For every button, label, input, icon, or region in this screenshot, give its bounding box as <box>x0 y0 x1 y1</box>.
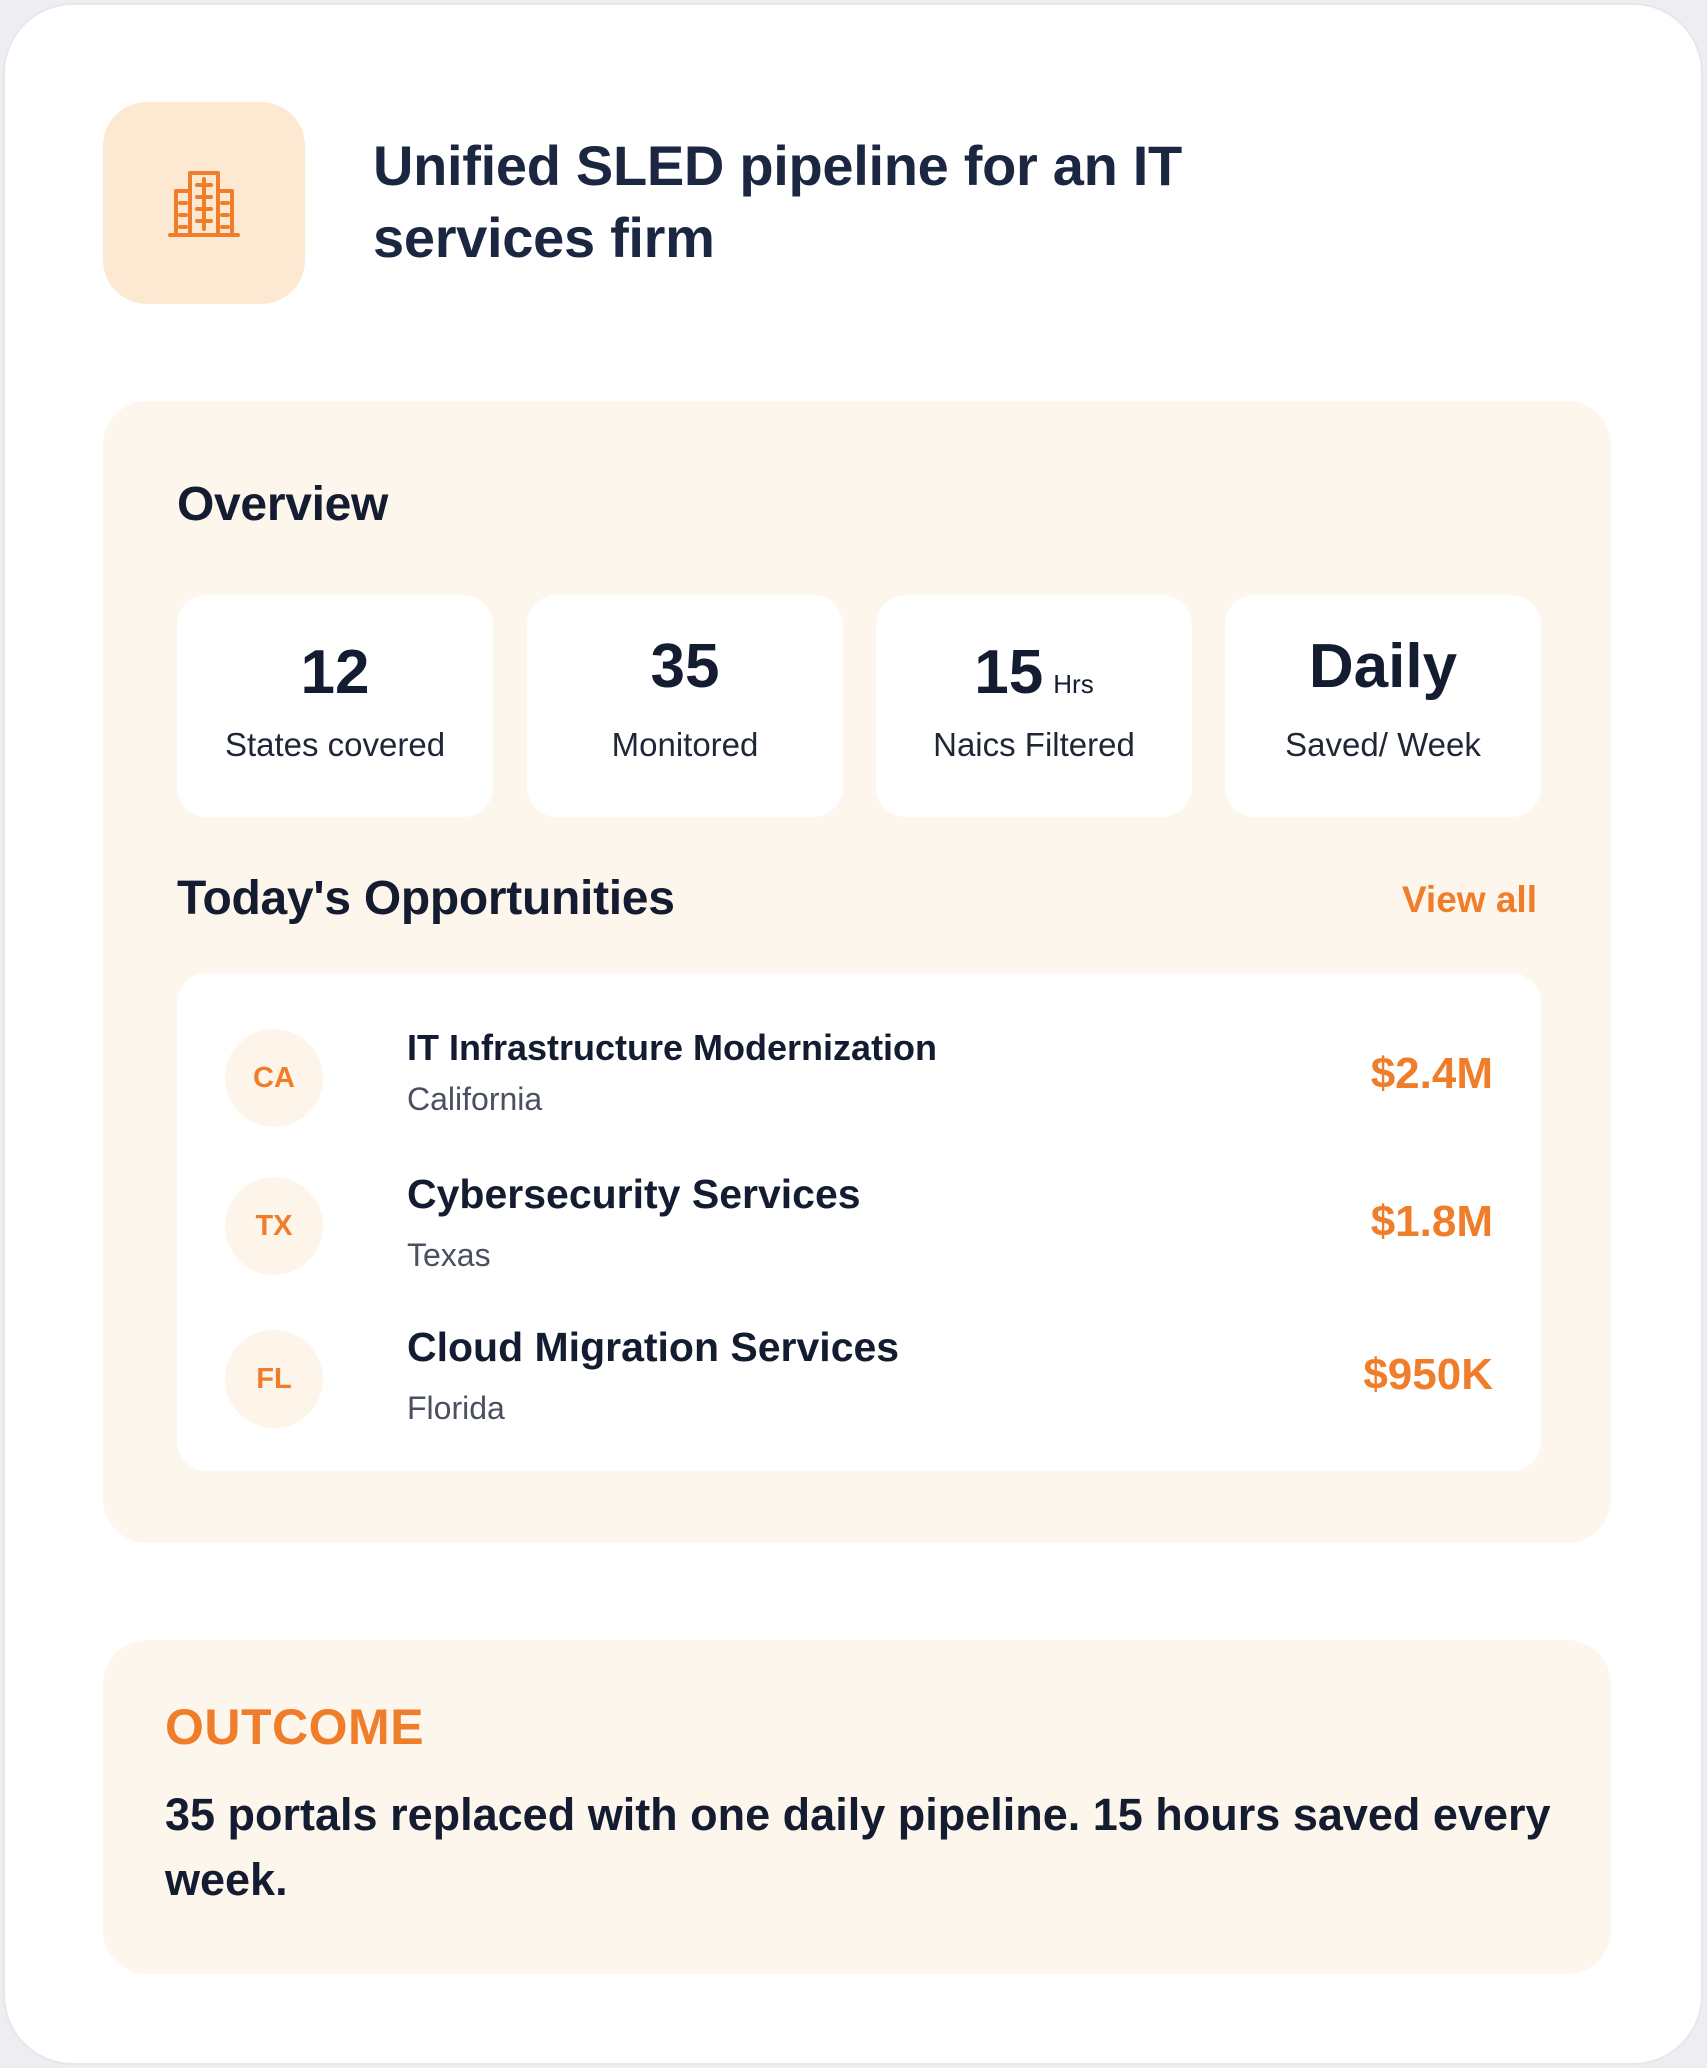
building-icon-tile <box>103 102 305 304</box>
stat-unit: Hrs <box>1053 669 1094 699</box>
stat-card-daily <box>1225 595 1541 817</box>
stat-row <box>177 595 1541 817</box>
list-item[interactable] <box>225 1171 1493 1281</box>
case-study-card <box>3 3 1703 2065</box>
stat-value <box>527 631 843 703</box>
view-all-link[interactable]: View all <box>1401 879 1537 920</box>
outcome-panel <box>103 1640 1611 1974</box>
list-item[interactable] <box>225 1324 1493 1434</box>
stat-value <box>876 637 1192 720</box>
opportunity-title: Cybersecurity Services <box>407 1171 861 1217</box>
stat-card-monitored <box>527 595 843 817</box>
state-badge: CA <box>225 1029 323 1127</box>
opportunity-amount: $2.4M <box>1370 1049 1493 1098</box>
header <box>103 102 1403 307</box>
opportunities-title: Today's Opportunities <box>177 872 675 925</box>
stat-label: States covered <box>224 726 446 763</box>
opportunity-amount: $950K <box>1363 1350 1493 1399</box>
opportunity-title: IT Infrastructure Modernization <box>407 1027 938 1068</box>
stat-card-naics <box>876 595 1192 817</box>
stat-label: Naics Filtered <box>933 726 1135 763</box>
stat-value <box>1225 631 1541 703</box>
state-badge: FL <box>225 1330 323 1428</box>
opportunities-list <box>177 973 1541 1471</box>
opportunity-state: California <box>407 1081 543 1117</box>
outcome-label: OUTCOME <box>165 1699 425 1755</box>
stat-label: Saved/ Week <box>1285 726 1481 763</box>
opportunity-amount: $1.8M <box>1370 1197 1493 1246</box>
stat-value <box>177 637 493 709</box>
stat-number: 35 <box>650 632 720 701</box>
building-icon <box>168 167 240 239</box>
overview-panel <box>103 401 1611 1543</box>
opportunity-state: Florida <box>407 1390 505 1426</box>
outcome-text: 35 portals replaced with one daily pipeline. 15 hours saved every week. <box>165 1789 1551 1905</box>
stat-number: 12 <box>300 638 370 707</box>
stat-card-states <box>177 595 493 817</box>
stat-number: 15 <box>974 638 1044 707</box>
stat-label: Monitored <box>611 726 759 763</box>
opportunity-state: Texas <box>407 1237 491 1273</box>
list-item[interactable] <box>225 1023 1493 1133</box>
opportunity-title: Cloud Migration Services <box>407 1324 900 1370</box>
page-title: Unified SLED pipeline for an IT services firm <box>373 134 1182 269</box>
stat-number: Daily <box>1308 632 1458 701</box>
overview-title: Overview <box>177 478 389 531</box>
state-badge: TX <box>225 1177 323 1275</box>
